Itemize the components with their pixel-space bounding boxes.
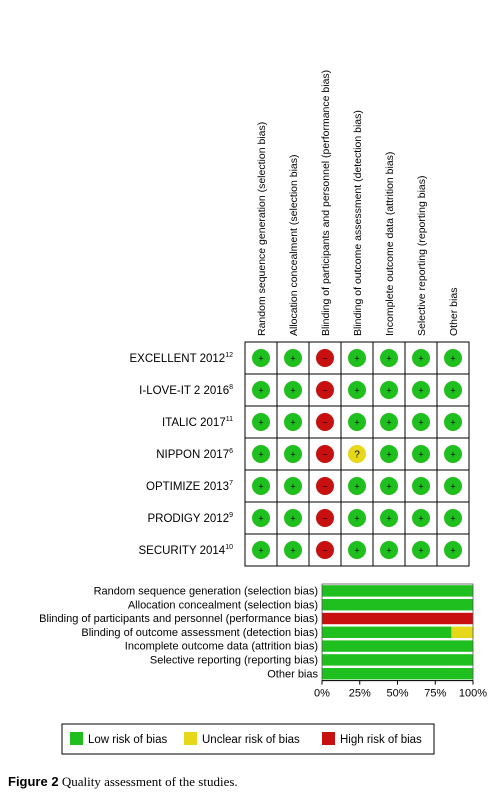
- bar-category-label: Allocation concealment (selection bias): [127, 599, 318, 612]
- x-tick-label: 75%: [424, 687, 447, 700]
- judgement-symbol: +: [258, 417, 264, 428]
- study-label: [147, 512, 233, 525]
- study-label: [162, 416, 233, 429]
- bar-category-label: Blinding of outcome assessment (detection bias): [81, 626, 318, 639]
- bar-segment: [322, 613, 473, 624]
- judgement-symbol: +: [418, 449, 424, 460]
- judgement-symbol: +: [450, 385, 456, 396]
- judgement-symbol: +: [354, 481, 360, 492]
- domain-header: Selective reporting (reporting bias): [416, 175, 428, 336]
- judgement-symbol: −: [322, 417, 328, 428]
- study-ref: 8: [229, 384, 233, 391]
- domain-header: Incomplete outcome data (attrition bias): [384, 151, 396, 336]
- study-ref: 6: [229, 448, 233, 455]
- judgement-symbol: +: [258, 481, 264, 492]
- study-label: [146, 480, 233, 493]
- bar-segment: [322, 668, 473, 679]
- domain-header: Blinding of outcome assessment (detection bias): [352, 110, 364, 336]
- study-ref: 12: [225, 352, 233, 359]
- judgement-symbol: +: [290, 545, 296, 556]
- domain-header: Blinding of participants and personnel (performance bias): [320, 69, 332, 336]
- judgement-symbol: +: [450, 513, 456, 524]
- domain-header: Random sequence generation (selection bias): [256, 121, 268, 336]
- study-name: NIPPON 2017: [156, 449, 230, 461]
- domain-header: Other bias: [448, 287, 460, 336]
- x-tick-label: 0%: [314, 687, 330, 700]
- judgement-symbol: +: [418, 545, 424, 556]
- legend-swatch: [184, 732, 197, 745]
- study-name: I-LOVE-IT 2 2016: [139, 385, 230, 397]
- legend-label: Unclear risk of bias: [202, 734, 300, 746]
- judgement-symbol: +: [258, 353, 264, 364]
- judgement-symbol: +: [418, 353, 424, 364]
- study-ref: 7: [229, 480, 233, 487]
- study-label: [156, 448, 233, 461]
- judgement-symbol: −: [322, 449, 328, 460]
- judgement-symbol: +: [386, 513, 392, 524]
- judgement-symbol: +: [354, 385, 360, 396]
- study-name: SECURITY 2014: [138, 545, 226, 557]
- judgement-symbol: +: [418, 385, 424, 396]
- figure-caption: [8, 774, 238, 790]
- bar-category-label: Incomplete outcome data (attrition bias): [124, 640, 318, 653]
- study-label: [138, 544, 233, 557]
- judgement-symbol: +: [290, 513, 296, 524]
- bar-segment: [451, 627, 473, 638]
- judgement-symbol: +: [418, 417, 424, 428]
- bar-segment: [322, 599, 473, 610]
- risk-of-bias-graph: [39, 584, 487, 700]
- study-label: [139, 384, 233, 397]
- judgement-symbol: +: [386, 385, 392, 396]
- study-name: EXCELLENT 2012: [129, 353, 226, 365]
- judgement-symbol: +: [354, 417, 360, 428]
- judgement-symbol: +: [450, 481, 456, 492]
- judgement-symbol: +: [386, 545, 392, 556]
- judgement-symbol: +: [290, 353, 296, 364]
- bar-category-label: Random sequence generation (selection bias): [93, 585, 318, 598]
- judgement-symbol: +: [290, 449, 296, 460]
- study-ref: 10: [225, 544, 233, 551]
- study-ref: 11: [225, 416, 233, 423]
- judgement-symbol: −: [322, 481, 328, 492]
- judgement-symbol: +: [386, 449, 392, 460]
- judgement-symbol: +: [258, 545, 264, 556]
- judgement-symbol: −: [322, 353, 328, 364]
- risk-of-bias-summary: [130, 70, 469, 566]
- judgement-symbol: +: [386, 417, 392, 428]
- study-ref: 9: [229, 512, 233, 519]
- judgement-symbol: +: [258, 385, 264, 396]
- bar-segment: [322, 640, 473, 651]
- domain-header: Allocation concealment (selection bias): [288, 154, 300, 336]
- judgement-symbol: +: [386, 353, 392, 364]
- judgement-symbol: +: [354, 545, 360, 556]
- legend-label: Low risk of bias: [88, 734, 168, 746]
- caption-label: Figure 2: [8, 774, 59, 789]
- study-name: ITALIC 2017: [162, 417, 226, 429]
- judgement-symbol: +: [450, 417, 456, 428]
- judgement-symbol: −: [322, 545, 328, 556]
- bar-segment: [322, 627, 451, 638]
- x-tick-label: 50%: [386, 687, 409, 700]
- x-tick-label: 100%: [458, 687, 488, 700]
- legend-label: High risk of bias: [340, 734, 422, 746]
- judgement-symbol: +: [258, 449, 264, 460]
- x-tick-label: 25%: [348, 687, 371, 700]
- judgement-symbol: +: [290, 417, 296, 428]
- bar-category-label: Other bias: [267, 668, 318, 681]
- judgement-symbol: +: [450, 353, 456, 364]
- judgement-symbol: +: [418, 481, 424, 492]
- study-name: PRODIGY 2012: [147, 513, 230, 525]
- judgement-symbol: +: [290, 385, 296, 396]
- judgement-symbol: +: [258, 513, 264, 524]
- judgement-symbol: −: [322, 513, 328, 524]
- judgement-symbol: +: [450, 545, 456, 556]
- judgement-symbol: +: [354, 353, 360, 364]
- caption-text: Quality assessment of the studies.: [61, 774, 238, 789]
- legend: [62, 724, 434, 754]
- bar-category-label: Selective reporting (reporting bias): [149, 654, 318, 667]
- judgement-symbol: +: [418, 513, 424, 524]
- judgement-symbol: +: [386, 481, 392, 492]
- study-name: OPTIMIZE 2013: [146, 481, 230, 493]
- bar-segment: [322, 654, 473, 665]
- bar-segment: [322, 585, 473, 596]
- judgement-symbol: +: [290, 481, 296, 492]
- judgement-symbol: −: [322, 385, 328, 396]
- legend-swatch: [70, 732, 83, 745]
- judgement-symbol: ?: [354, 449, 360, 461]
- study-label: [130, 352, 234, 365]
- legend-swatch: [322, 732, 335, 745]
- judgement-symbol: +: [450, 449, 456, 460]
- judgement-symbol: +: [354, 513, 360, 524]
- bar-category-label: Blinding of participants and personnel (performance bias): [39, 613, 318, 626]
